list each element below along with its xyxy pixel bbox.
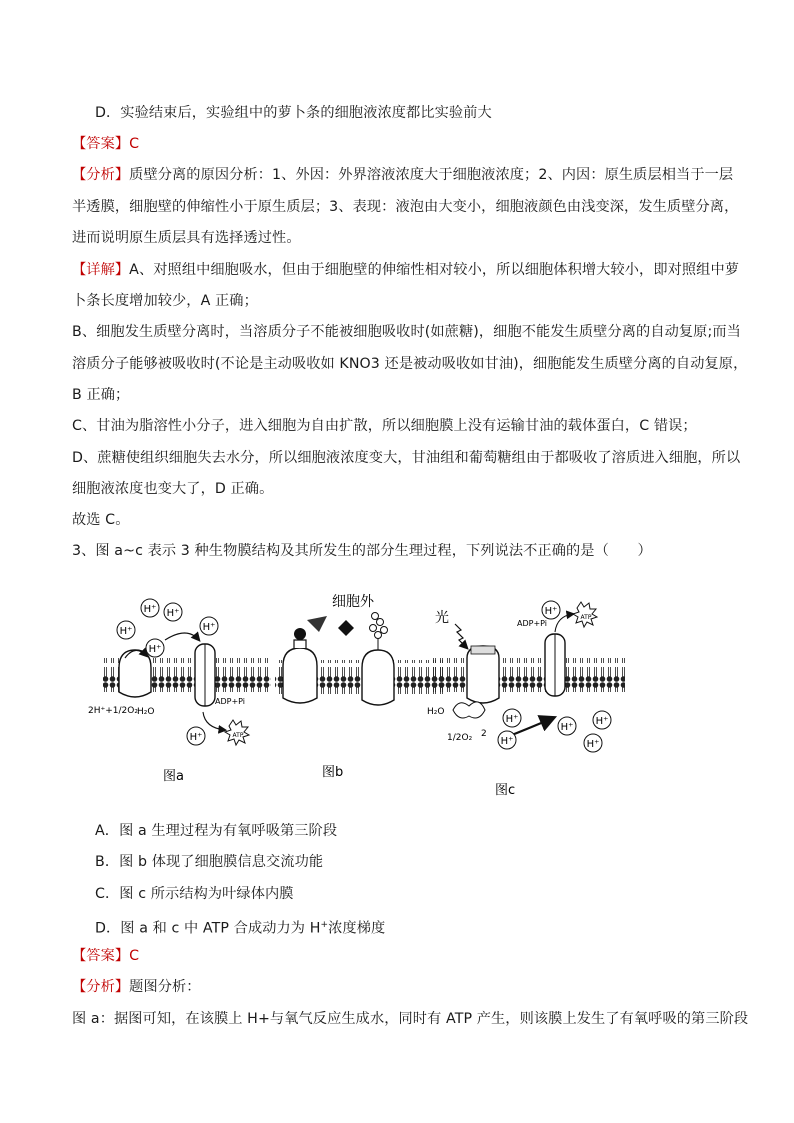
svg-text:H⁺: H⁺ xyxy=(544,606,558,617)
detail-1-line-4: 溶质分子能够被吸收时(不论是主动吸收如 KNO3 还是被动吸收如甘油)，细胞能发生质壁分离的自动复原， xyxy=(72,356,748,372)
svg-text:H⁺: H⁺ xyxy=(148,644,162,655)
membrane-figure xyxy=(88,580,735,800)
receptor-b-2 xyxy=(362,650,394,705)
svg-text:H⁺: H⁺ xyxy=(166,608,180,619)
bilayer-c xyxy=(433,658,625,692)
equation-a: 2H⁺+1/2O₂ xyxy=(88,706,138,716)
q3-option-a: A．图 a 生理过程为有氧呼吸第三阶段 xyxy=(95,823,338,839)
answer-2 xyxy=(72,946,724,966)
svg-text:ATP: ATP xyxy=(580,614,592,621)
analysis-1-line-2: 半透膜，细胞壁的伸缩性小于原生质层；3、表现：液泡由大变小，细胞液颜色由浅变深，发生质壁分离， xyxy=(72,199,739,215)
light-arrow-icon xyxy=(455,624,467,648)
atp-burst-icon xyxy=(225,720,249,745)
q3-option-d xyxy=(95,915,724,939)
analysis-2 xyxy=(72,977,724,997)
detail-1-line-7: D、蔗糖使组织细胞失去水分，所以细胞液浓度变大，甘油组和葡萄糖组由于都吸收了溶质进入细胞，所以 xyxy=(72,450,741,466)
caption-c: 图c xyxy=(495,783,516,798)
detail-tag: 【详解】 xyxy=(72,262,130,278)
option-d-suffix: 浓度梯度 xyxy=(328,920,386,937)
q3-option-c: C．图 c 所示结构为叶绿体内膜 xyxy=(95,886,294,902)
figure-c xyxy=(427,601,625,798)
analysis-1-line-3: 进而说明原生质层具有选择透过性。 xyxy=(72,230,301,246)
question-3: 3、图 a~c 表示 3 种生物膜结构及其所发生的部分生理过程，下列说法不正确的是（ ） xyxy=(72,543,652,559)
analysis-1-line-1 xyxy=(72,165,734,185)
adp-a: ADP+Pi xyxy=(215,697,246,706)
superscript-plus: + xyxy=(320,920,329,930)
detail-1-line-8: 细胞液浓度也变大了，D 正确。 xyxy=(72,481,274,497)
caption-b: 图b xyxy=(322,765,344,780)
analysis-text: 质壁分离的原因分析：1、外因：外界溶液浓度大于细胞液浓度；2、内因：原生质层相当于一层 xyxy=(129,167,734,183)
membrane-diagram xyxy=(88,580,735,800)
analysis-text: 题图分析： xyxy=(129,979,201,995)
svg-text:H⁺: H⁺ xyxy=(143,604,157,615)
option-d-previous: D．实验结束后，实验组中的萝卜条的细胞液浓度都比实验前大 xyxy=(95,105,492,121)
signal-molecule-icon xyxy=(307,616,327,632)
detail-text: A、对照组中细胞吸水，但由于细胞壁的伸缩性相对较小，所以细胞体积增大较小，即对照组中萝 xyxy=(129,262,740,278)
analysis-tag: 【分析】 xyxy=(72,979,130,995)
light-label: 光 xyxy=(435,610,449,626)
signal-molecule-icon xyxy=(338,620,354,636)
signal-molecule-icon xyxy=(294,628,306,640)
svg-text:ATP: ATP xyxy=(232,732,244,739)
svg-text:H⁺: H⁺ xyxy=(119,626,133,637)
figure-a xyxy=(88,599,271,784)
svg-text:H⁺: H⁺ xyxy=(189,732,203,743)
detail-1-line-5: B 正确； xyxy=(72,387,130,403)
detail-1-line-1 xyxy=(72,260,740,280)
svg-text:H⁺: H⁺ xyxy=(595,716,609,727)
atp-burst-icon xyxy=(573,602,597,627)
option-d-text: D．图 a 和 c 中 ATP 合成动力为 H xyxy=(95,920,321,937)
q3-option-b: B．图 b 体现了细胞膜信息交流功能 xyxy=(95,854,324,870)
svg-text:H⁺: H⁺ xyxy=(505,714,519,725)
water-a: H₂O xyxy=(137,707,155,717)
svg-text:H⁺: H⁺ xyxy=(586,739,600,750)
analysis-2-figure-a: 图 a：据图可知，在该膜上 H+与氧气反应生成水，同时有 ATP 产生，则该膜上发生了有氧呼吸的第三阶段 xyxy=(72,1011,749,1027)
adp-c: ADP+Pi xyxy=(517,619,548,628)
photosystem-c xyxy=(467,646,499,703)
answer-tag: 【答案】 xyxy=(72,136,130,152)
svg-text:H⁺: H⁺ xyxy=(500,736,514,747)
glycoprotein-icon xyxy=(370,613,388,651)
answer-1 xyxy=(72,134,724,154)
coefficient-c: 2 xyxy=(481,729,487,739)
outside-label: 细胞外 xyxy=(332,594,374,610)
detail-1-line-2: 卜条长度增加较少，A 正确； xyxy=(72,293,258,309)
detail-1-line-3: B、细胞发生质壁分离时，当溶质分子不能被细胞吸收时(如蔗糖)，细胞不能发生质壁分离的自动复原;而当 xyxy=(72,324,741,340)
conclusion-1: 故选 C。 xyxy=(72,512,130,528)
answer-value: C xyxy=(129,136,140,152)
oxygen-c: 1/2O₂ xyxy=(447,733,473,743)
answer-value: C xyxy=(129,948,140,964)
detail-1-line-6: C、甘油为脂溶性小分子，进入细胞为自由扩散，所以细胞膜上没有运输甘油的载体蛋白，C 错误； xyxy=(72,418,697,434)
answer-tag: 【答案】 xyxy=(72,948,130,964)
protein-a-1 xyxy=(119,650,151,697)
analysis-tag: 【分析】 xyxy=(72,167,130,183)
svg-text:H⁺: H⁺ xyxy=(202,622,216,633)
water-c: H₂O xyxy=(427,707,445,717)
svg-text:H⁺: H⁺ xyxy=(560,722,574,733)
figure-b xyxy=(275,594,445,780)
receptor-b-1 xyxy=(283,648,317,703)
caption-a: 图a xyxy=(163,769,184,784)
